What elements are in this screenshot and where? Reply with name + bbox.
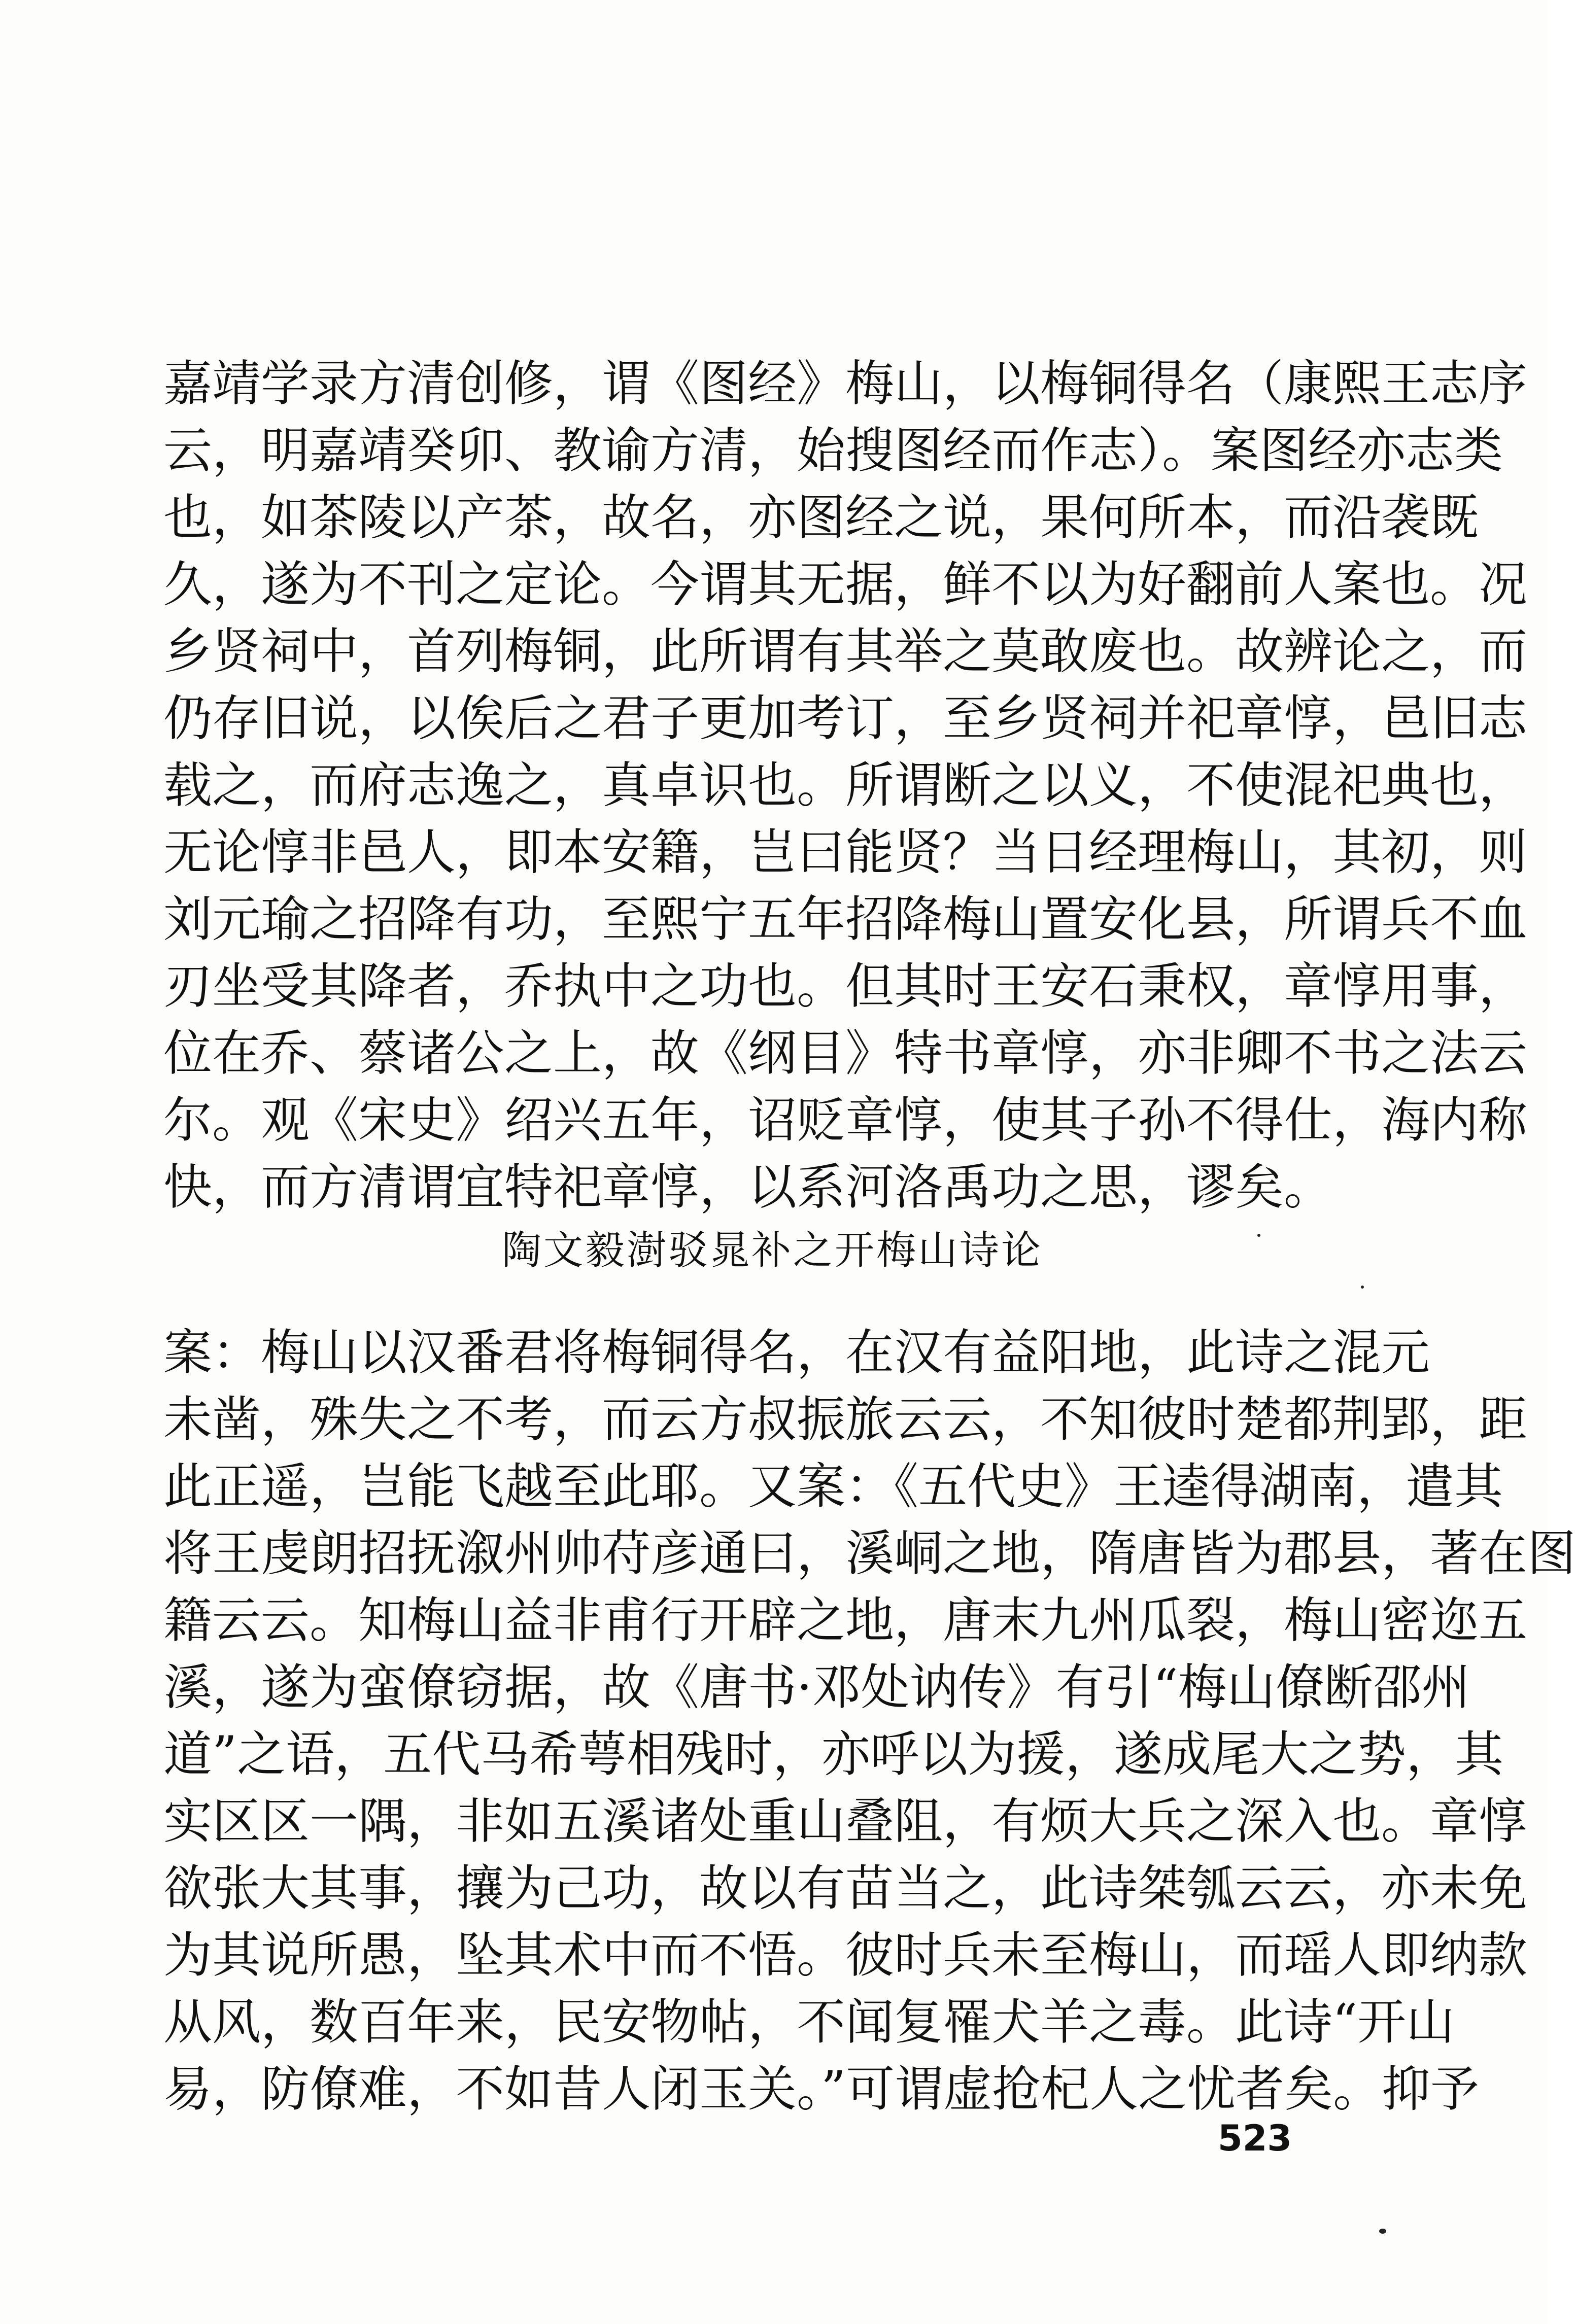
- text-line: 易，防僚难，不如昔人闭玉关。”可谓虚抢杞人之忧者矣。抑予: [163, 2061, 1480, 2118]
- text-line: 刘元瑜之招降有功，至熙宁五年招降梅山置安化县，所谓兵不血: [163, 891, 1527, 948]
- text-line: 无论惇非邑人，即本安籍，岂曰能贤？当日经理梅山，其初，则: [163, 824, 1527, 881]
- section-title: 陶文毅澍驳晁补之开梅山诗论: [501, 1228, 1043, 1273]
- text-line: 尔。观《宋史》绍兴五年，诏贬章惇，使其子孙不得仕，海内称: [163, 1092, 1527, 1149]
- text-line: 云，明嘉靖癸卯、教谕方清，始搜图经而作志）。案图经亦志类: [163, 422, 1503, 479]
- text-line: 刃坐受其降者，乔执中之功也。但其时王安石秉权，章惇用事，: [163, 958, 1527, 1015]
- text-line: 为其说所愚，坠其术中而不悟。彼时兵未至梅山，而瑶人即纳款: [163, 1927, 1527, 1984]
- text-line: 快，而方清谓宜特祀章惇，以系河洛禹功之思，谬矣。: [163, 1159, 1332, 1216]
- text-line: 未凿，殊失之不考，而云方叔振旅云云，不知彼时楚都荆郢，距: [163, 1391, 1527, 1448]
- print-speck: [1257, 1234, 1260, 1237]
- print-speck: [1361, 1286, 1364, 1289]
- text-line: 溪，遂为蛮僚窃据，故《唐书·邓处讷传》有引“梅山僚断邵州: [163, 1659, 1470, 1716]
- page-number: 523: [1218, 2118, 1292, 2159]
- text-line: 久，遂为不刊之定论。今谓其无据，鲜不以为好翻前人案也。况: [163, 556, 1527, 613]
- text-line: 嘉靖学录方清创修，谓《图经》梅山，以梅铜得名（康熙王志序: [163, 355, 1527, 412]
- text-line: 从风，数百年来，民安物帖，不闻复罹犬羊之毒。此诗“开山: [163, 1994, 1455, 2051]
- text-line: 案：梅山以汉番君将梅铜得名，在汉有益阳地，此诗之混元: [163, 1324, 1430, 1381]
- print-speck: [1379, 2229, 1386, 2234]
- text-line: 载之，而府志逸之，真卓识也。所谓断之以义，不使混祀典也，: [163, 757, 1527, 814]
- paragraph-commentary: [163, 1319, 1576, 2123]
- text-line: 欲张大其事，攘为己功，故以有苗当之，此诗桀瓠云云，亦未免: [163, 1860, 1527, 1917]
- text-line: 位在乔、蔡诸公之上，故《纲目》特书章惇，亦非卿不书之法云: [163, 1025, 1527, 1082]
- text-line: 实区区一隅，非如五溪诸处重山叠阻，有烦大兵之深入也。章惇: [163, 1793, 1527, 1850]
- text-line: 籍云云。知梅山益非甫行开辟之地，唐末九州瓜裂，梅山密迩五: [163, 1592, 1527, 1649]
- text-line: 道”之语，五代马希萼相残时，亦呼以为援，遂成尾大之势，其: [163, 1726, 1504, 1783]
- text-line: 也，如茶陵以产茶，故名，亦图经之说，果何所本，而沿袭既: [163, 489, 1479, 546]
- paragraph-main: [163, 350, 1527, 1221]
- text-line: 将王虔朗招抚溆州帅苻彦通曰，溪峒之地，隋唐皆为郡县，著在图: [163, 1525, 1576, 1582]
- text-line: 乡贤祠中，首列梅铜，此所谓有其举之莫敢废也。故辨论之，而: [163, 623, 1527, 680]
- text-line: 此正遥，岂能飞越至此耶。又案：《五代史》王逵得湖南，遣其: [163, 1458, 1503, 1515]
- text-line: 仍存旧说，以俟后之君子更加考订，至乡贤祠并祀章惇，邑旧志: [163, 690, 1527, 747]
